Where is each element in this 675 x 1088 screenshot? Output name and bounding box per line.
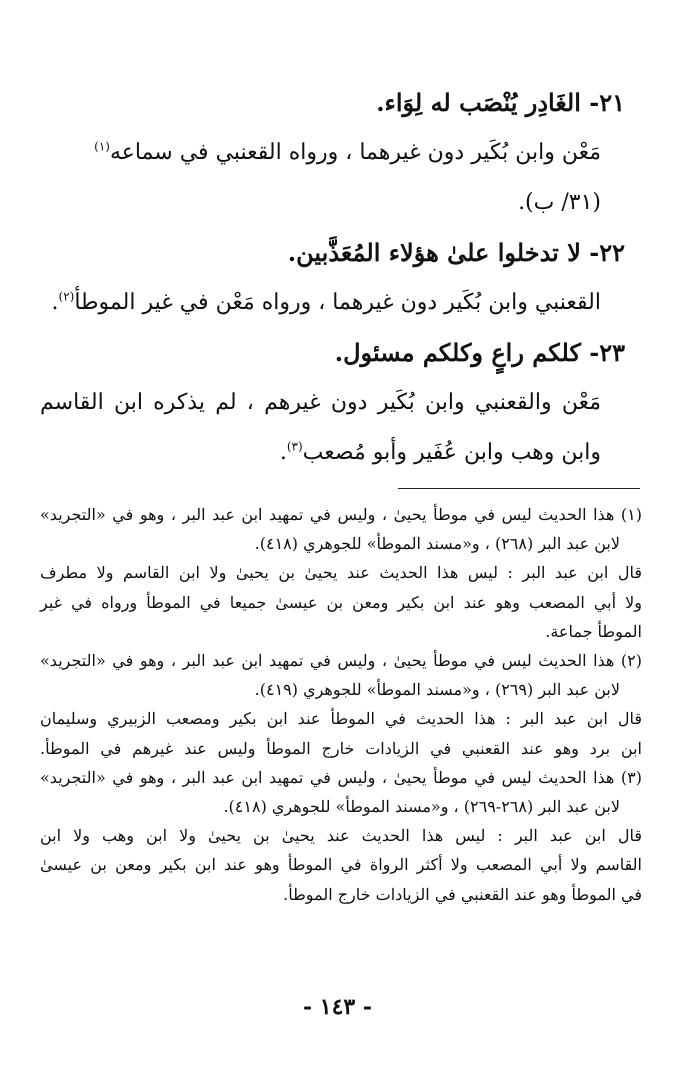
hadith-22-line-1: القعنبي وابن بُكَير دون غيرهما ، ورواه مَعْن في غير الموطأ bbox=[74, 290, 601, 315]
hadith-23-end-dot: . bbox=[279, 440, 287, 465]
hadith-23-heading: ٢٣- كلكم راعٍ وكلكم مسئول. bbox=[334, 338, 625, 367]
footnote-1-line-1: (١) هذا الحديث ليس في موطأ يحيىٰ ، وليس في تمهيد ابن عبد البر ، وهو في «التجريد» bbox=[40, 505, 642, 524]
footnote-1-line-5: الموطأ جماعة. bbox=[545, 621, 642, 641]
hadith-22-heading: ٢٢- لا تدخلوا علىٰ هؤلاء المُعَذَّبين. bbox=[287, 238, 625, 267]
footnote-ref-1[interactable]: (١) bbox=[94, 139, 110, 154]
footnote-ref-3[interactable]: (٣) bbox=[286, 439, 303, 454]
footnote-3-line-4: القاسم ولا أبي المصعب ولا أكثر الرواة في الموطأ وهو عند ابن بكير ومعن بن عيسىٰ bbox=[40, 855, 642, 875]
page-number: - ١٤٣ - bbox=[302, 994, 373, 1020]
footnote-3-line-1: (٣) هذا الحديث ليس في موطأ يحيىٰ ، وليس في تمهيد ابن عبد البر ، وهو في «التجريد» bbox=[40, 767, 642, 787]
footnote-2-line-4: ابن برد وهو عند القعنبي في الزيادات خارج الموطأ وليس عند غيرهم في الموطأ. bbox=[40, 738, 642, 758]
main-text bbox=[40, 78, 625, 478]
footnotes bbox=[40, 500, 642, 909]
hadith-21-line-2: (٣١/ ب). bbox=[518, 190, 601, 215]
footnote-1-line-3: قال ابن عبد البر : ليس هذا الحديث عند يحيىٰ بن يحيىٰ ولا ابن القاسم ولا مطرف bbox=[40, 563, 642, 583]
hadith-23-line-1: مَعْن والقعنبي وابن بُكَير دون غيرهم ، لم يذكره ابن القاسم bbox=[40, 390, 601, 415]
hadith-21-heading: ٢١- الغَادِر يُنْصَب له لِوَاء. bbox=[376, 88, 625, 117]
hadith-22-end-dot: . bbox=[51, 290, 59, 315]
hadith-23-line-2: وابن وهب وابن عُفَير وأبو مُصعب bbox=[302, 440, 601, 465]
footnote-ref-2[interactable]: (٢) bbox=[58, 289, 75, 304]
hadith-21-commentary bbox=[40, 128, 625, 178]
footnote-3-line-2: لابن عبد البر (٢٦٨-٢٦٩) ، و«مسند الموطأ» للجوهري (٤١٨). bbox=[223, 797, 620, 817]
footnote-2-line-3: قال ابن عبد البر : هذا الحديث في الموطأ عند ابن بكير ومصعب الزبيري وسليمان bbox=[40, 709, 642, 729]
footnote-1-line-4: ولا أبي المصعب وهو عند ابن بكير ومعن بن عيسىٰ جميعا في الموطأ ورواه في غير bbox=[40, 592, 643, 612]
footnote-separator bbox=[398, 488, 640, 489]
footnote-3-line-5: في الموطأ وهو عند القعنبي في الزيادات خارج الموطأ. bbox=[283, 884, 642, 904]
hadith-21-line-1: مَعْن وابن بُكَير دون غيرهما ، ورواه القعنبي في سماعه bbox=[109, 140, 601, 165]
footnote-1-line-2: لابن عبد البر (٢٦٨) ، و«مسند الموطأ» للجوهري (٤١٨). bbox=[254, 534, 620, 554]
hadith-23-commentary bbox=[40, 428, 625, 478]
footnote-3-line-3: قال ابن عبد البر : ليس هذا الحديث عند يحيىٰ بن يحيىٰ ولا ابن وهب ولا ابن bbox=[40, 826, 642, 846]
footnote-2-line-1: (٢) هذا الحديث ليس في موطأ يحيىٰ ، وليس في تمهيد ابن عبد البر ، وهو في «التجريد» bbox=[40, 651, 642, 671]
hadith-22-commentary bbox=[40, 278, 625, 328]
footnote-2-line-2: لابن عبد البر (٢٦٩) ، و«مسند الموطأ» للجوهري (٤١٩). bbox=[254, 680, 620, 700]
